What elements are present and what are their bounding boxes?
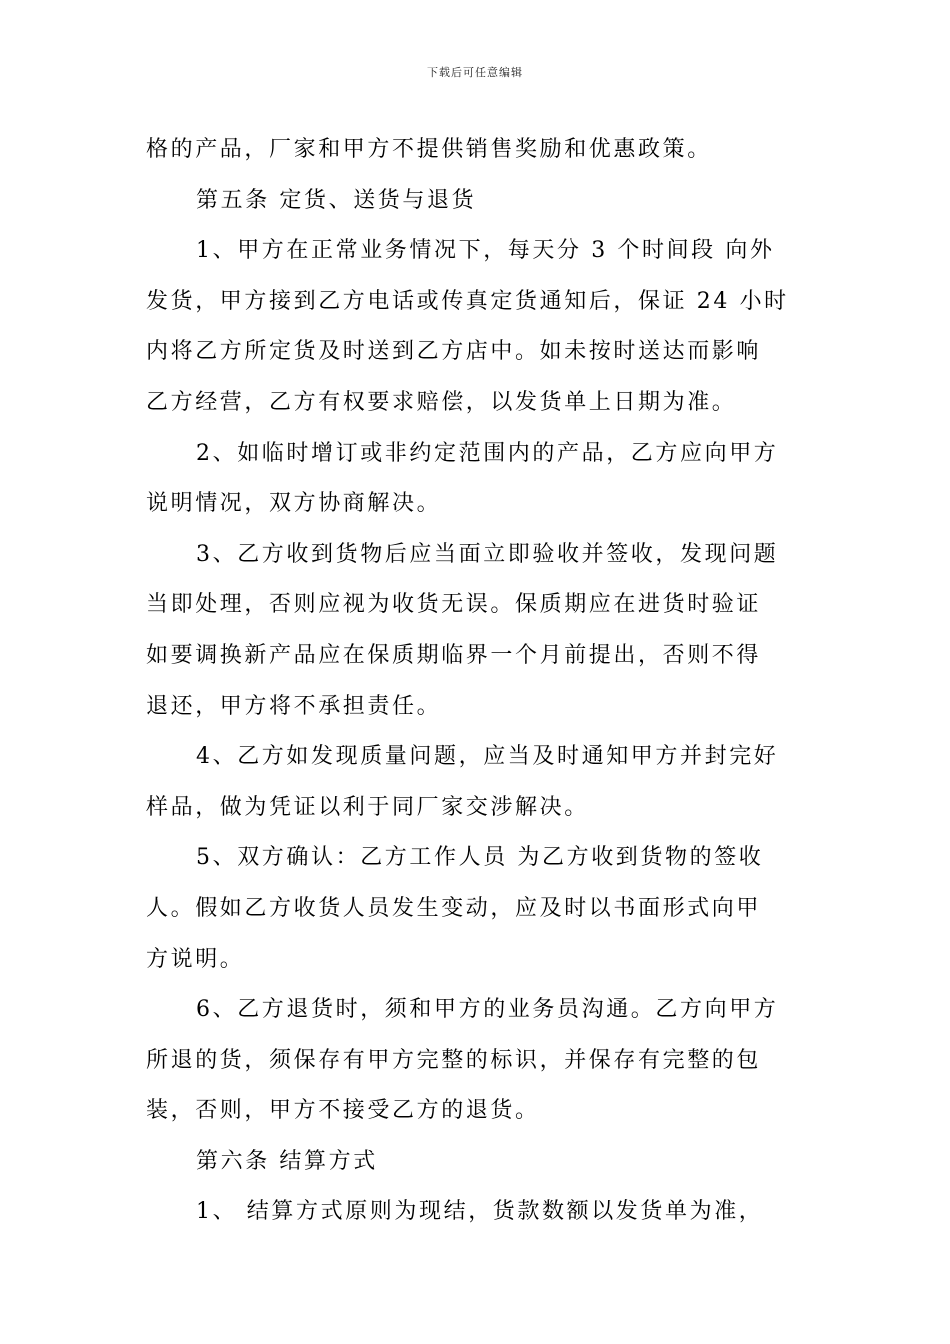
page-header: 下载后可任意编辑 — [427, 66, 523, 79]
text-line: 内将乙方所定货及时送到乙方店中。如未按时送达而影响 — [146, 339, 762, 365]
text-line: 样品，做为凭证以利于同厂家交涉解决。 — [146, 794, 589, 820]
text-line: 人。假如乙方收货人员发生变动，应及时以书面形式向甲 — [146, 895, 762, 921]
text-line: 退还，甲方将不承担责任。 — [146, 693, 442, 719]
text-line: 格的产品，厂家和甲方不提供销售奖励和优惠政策。 — [146, 137, 712, 162]
clause-item: 1、甲方在正常业务情况下，每天分 3 个时间段 向外 — [196, 238, 775, 264]
clause-item: 3、乙方收到货物后应当面立即验收并签收，发现问题 — [196, 541, 779, 567]
text-line: 当即处理，否则应视为收货无误。保质期应在进货时验证 — [146, 592, 762, 618]
text-line: 如要调换新产品应在保质期临界一个月前提出，否则不得 — [146, 642, 762, 668]
article-heading: 第六条 结算方式 — [196, 1148, 378, 1174]
document-body — [146, 125, 810, 1238]
text-line: 说明情况，双方协商解决。 — [146, 491, 442, 517]
text-line: 装，否则，甲方不接受乙方的退货。 — [146, 1098, 540, 1124]
clause-item: 6、乙方退货时，须和甲方的业务员沟通。乙方向甲方 — [196, 997, 779, 1023]
clause-item: 2、如临时增订或非约定范围内的产品，乙方应向甲方 — [196, 440, 779, 466]
text-line: 乙方经营，乙方有权要求赔偿，以发货单上日期为准。 — [146, 389, 737, 415]
clause-item: 1、 结算方式原则为现结，货款数额以发货单为准， — [196, 1199, 764, 1225]
text-line: 方说明。 — [146, 946, 245, 972]
clause-item: 4、乙方如发现质量问题，应当及时通知甲方并封完好 — [196, 744, 779, 770]
article-heading: 第五条 定货、送货与退货 — [196, 187, 477, 213]
text-line: 所退的货，须保存有甲方完整的标识，并保存有完整的包 — [146, 1047, 762, 1073]
text-line: 发货，甲方接到乙方电话或传真定货通知后，保证 24 小时 — [146, 288, 789, 314]
clause-item: 5、双方确认：乙方工作人员 为乙方收到货物的签收 — [196, 845, 764, 871]
